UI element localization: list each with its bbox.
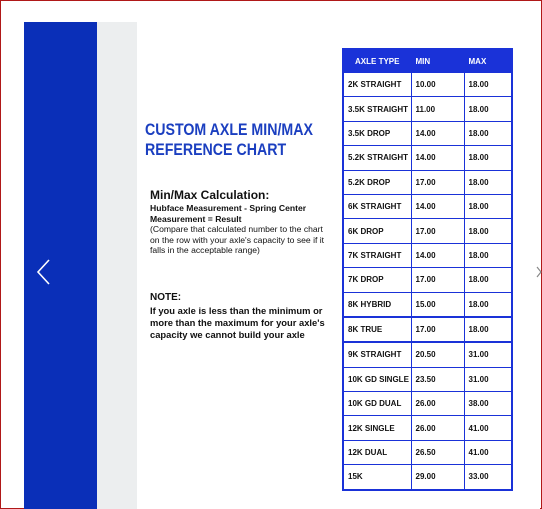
calculation-heading: Min/Max Calculation: <box>150 188 270 202</box>
axle-type-cell: 10K GD SINGLE <box>343 367 411 391</box>
min-cell: 23.50 <box>411 367 464 391</box>
chevron-left-icon[interactable] <box>35 258 53 286</box>
max-cell: 18.00 <box>464 292 512 317</box>
table-row <box>343 97 512 121</box>
table-row <box>343 121 512 145</box>
min-cell: 17.00 <box>411 170 464 194</box>
min-cell: 29.00 <box>411 465 464 490</box>
axle-type-cell: 12K DUAL <box>343 440 411 464</box>
max-cell: 41.00 <box>464 416 512 440</box>
calculation-section <box>150 189 325 256</box>
calculation-note: (Compare that calculated number to the chart on the row with your axle's capacity to see if it falls in the acceptable range) <box>150 224 325 255</box>
page-title <box>145 120 313 160</box>
axle-type-cell: 15K <box>343 465 411 490</box>
min-cell: 17.00 <box>411 219 464 243</box>
column-header-min: MIN <box>411 49 464 73</box>
table-row <box>343 440 512 464</box>
min-cell: 26.00 <box>411 392 464 416</box>
column-header-max: MAX <box>464 49 512 73</box>
max-cell: 41.00 <box>464 440 512 464</box>
axle-type-cell: 2K STRAIGHT <box>343 73 411 97</box>
chevron-right-icon[interactable] <box>536 258 542 286</box>
min-cell: 26.50 <box>411 440 464 464</box>
min-cell: 17.00 <box>411 317 464 342</box>
min-cell: 10.00 <box>411 73 464 97</box>
table-header-row <box>343 49 512 73</box>
max-cell: 38.00 <box>464 392 512 416</box>
page-title-line-1: CUSTOM AXLE MIN/MAX <box>145 121 313 139</box>
table-row <box>343 342 512 367</box>
max-cell: 31.00 <box>464 367 512 391</box>
max-cell: 18.00 <box>464 121 512 145</box>
note-text: If you axle is less than the minimum or more than the maximum for your axle's capacity we cannot build your axle <box>150 305 325 340</box>
axle-type-cell: 3.5K STRAIGHT <box>343 97 411 121</box>
axle-type-cell: 12K SINGLE <box>343 416 411 440</box>
axle-type-cell: 6K STRAIGHT <box>343 194 411 218</box>
table-row <box>343 146 512 170</box>
axle-type-cell: 3.5K DROP <box>343 121 411 145</box>
max-cell: 18.00 <box>464 146 512 170</box>
min-cell: 20.50 <box>411 342 464 367</box>
min-cell: 14.00 <box>411 243 464 267</box>
min-cell: 17.00 <box>411 268 464 292</box>
table-row <box>343 317 512 342</box>
table-row <box>343 392 512 416</box>
max-cell: 18.00 <box>464 194 512 218</box>
table-row <box>343 367 512 391</box>
max-cell: 18.00 <box>464 97 512 121</box>
gray-side-band <box>97 22 137 509</box>
calculation-formula: Hubface Measurement - Spring Center Measurement = Result <box>150 203 307 224</box>
min-cell: 14.00 <box>411 121 464 145</box>
table-row <box>343 73 512 97</box>
axle-type-cell: 5.2K DROP <box>343 170 411 194</box>
table-row <box>343 268 512 292</box>
table-row <box>343 219 512 243</box>
max-cell: 18.00 <box>464 219 512 243</box>
axle-type-cell: 6K DROP <box>343 219 411 243</box>
axle-type-cell: 9K STRAIGHT <box>343 342 411 367</box>
axle-type-cell: 10K GD DUAL <box>343 392 411 416</box>
min-cell: 11.00 <box>411 97 464 121</box>
min-cell: 15.00 <box>411 292 464 317</box>
axle-type-cell: 8K TRUE <box>343 317 411 342</box>
max-cell: 31.00 <box>464 342 512 367</box>
note-heading: NOTE: <box>150 292 182 303</box>
max-cell: 33.00 <box>464 465 512 490</box>
min-cell: 14.00 <box>411 146 464 170</box>
axle-type-cell: 7K STRAIGHT <box>343 243 411 267</box>
axle-reference-table <box>342 48 513 491</box>
note-section <box>150 292 325 341</box>
column-header-axle-type: AXLE TYPE <box>343 49 411 73</box>
table-row <box>343 465 512 490</box>
page-title-line-2: REFERENCE CHART <box>145 141 287 159</box>
axle-type-cell: 5.2K STRAIGHT <box>343 146 411 170</box>
axle-type-cell: 8K HYBRID <box>343 292 411 317</box>
table-row <box>343 416 512 440</box>
table-row <box>343 194 512 218</box>
min-cell: 26.00 <box>411 416 464 440</box>
axle-type-cell: 7K DROP <box>343 268 411 292</box>
max-cell: 18.00 <box>464 170 512 194</box>
max-cell: 18.00 <box>464 268 512 292</box>
max-cell: 18.00 <box>464 243 512 267</box>
min-cell: 14.00 <box>411 194 464 218</box>
max-cell: 18.00 <box>464 317 512 342</box>
table-row <box>343 170 512 194</box>
max-cell: 18.00 <box>464 73 512 97</box>
table-row <box>343 292 512 317</box>
table-row <box>343 243 512 267</box>
